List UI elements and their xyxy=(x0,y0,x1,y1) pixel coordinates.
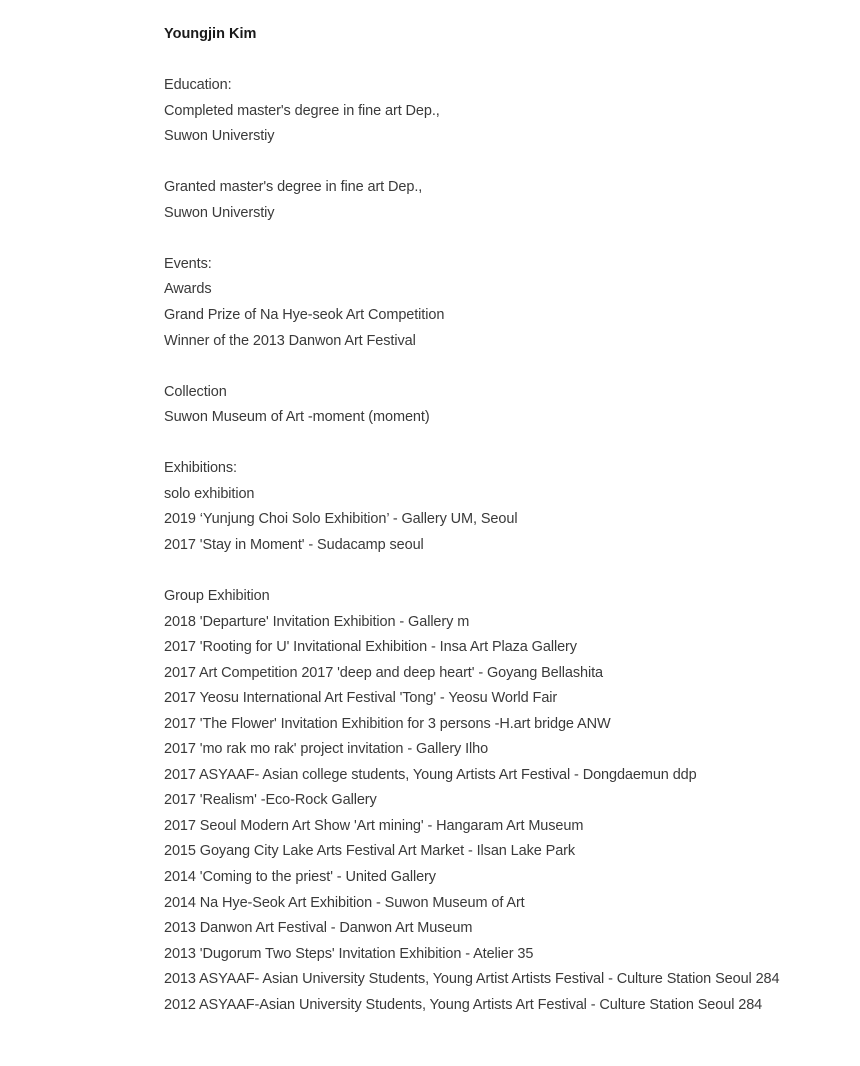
education-section xyxy=(164,73,844,226)
spacer xyxy=(164,226,844,252)
group-exhibition-heading: Group Exhibition xyxy=(164,587,270,604)
group-exhibition-item: 2015 Goyang City Lake Arts Festival Art Market - Ilsan Lake Park xyxy=(164,843,576,860)
solo-exhibition-item: 2019 ‘Yunjung Choi Solo Exhibition’ - Gallery UM, Seoul xyxy=(164,511,518,528)
spacer xyxy=(164,150,844,176)
group-exhibition-item: 2017 'Rooting for U' Invitational Exhibition - Insa Art Plaza Gallery xyxy=(164,639,577,656)
spacer xyxy=(164,48,844,74)
group-exhibition-item: 2017 ASYAAF- Asian college students, Young Artists Art Festival - Dongdaemun ddp xyxy=(164,766,697,783)
group-exhibition-item: 2014 Na Hye-Seok Art Exhibition - Suwon Museum of Art xyxy=(164,894,525,911)
group-exhibition-item: 2018 'Departure' Invitation Exhibition - Gallery m xyxy=(164,613,470,630)
education-school: Suwon Universtiy xyxy=(164,128,275,145)
collection-section xyxy=(164,380,844,431)
section-heading-exhibitions: Exhibitions: xyxy=(164,460,237,477)
group-exhibition-item: 2017 Yeosu International Art Festival 'Tong' - Yeosu World Fair xyxy=(164,690,558,707)
education-degree: Granted master's degree in fine art Dep., xyxy=(164,179,423,196)
group-exhibition-item: 2014 'Coming to the priest' - United Gallery xyxy=(164,869,436,885)
awards-heading: Awards xyxy=(164,281,212,298)
group-exhibition-item: 2017 'The Flower' Invitation Exhibition for 3 persons -H.art bridge ANW xyxy=(164,715,611,732)
education-school: Suwon Universtiy xyxy=(164,204,275,221)
award-item: Grand Prize of Na Hye-seok Art Competition xyxy=(164,306,445,323)
group-exhibition-item: 2017 Seoul Modern Art Show 'Art mining' - Hangaram Art Museum xyxy=(164,817,584,834)
solo-exhibition-heading: solo exhibition xyxy=(164,485,255,502)
spacer xyxy=(164,354,844,380)
exhibitions-section xyxy=(164,456,844,1018)
group-exhibition-item: 2012 ASYAAF-Asian University Students, Young Artists Art Festival - Culture Station Seoul 284 xyxy=(164,996,763,1013)
group-exhibition-item: 2013 'Dugorum Two Steps' Invitation Exhibition - Atelier 35 xyxy=(164,945,534,962)
section-heading-collection: Collection xyxy=(164,383,227,400)
group-exhibition-item: 2013 ASYAAF- Asian University Students, Young Artist Artists Festival - Culture Station Seoul 284 xyxy=(164,971,780,988)
artist-name: Youngjin Kim xyxy=(164,26,257,42)
group-exhibition-item: 2017 'Realism' -Eco-Rock Gallery xyxy=(164,792,377,809)
section-heading-events: Events: xyxy=(164,255,212,272)
education-degree: Completed master's degree in fine art Dep., xyxy=(164,102,440,119)
collection-item: Suwon Museum of Art -moment (moment) xyxy=(164,409,430,426)
section-heading-education: Education: xyxy=(164,77,232,94)
artist-cv xyxy=(164,22,844,1018)
award-item: Winner of the 2013 Danwon Art Festival xyxy=(164,332,416,349)
solo-exhibition-item: 2017 'Stay in Moment' - Sudacamp seoul xyxy=(164,536,424,553)
spacer xyxy=(164,431,844,457)
group-exhibition-item: 2013 Danwon Art Festival - Danwon Art Museum xyxy=(164,920,473,937)
spacer xyxy=(164,558,844,584)
events-section xyxy=(164,252,844,354)
group-exhibition-item: 2017 'mo rak mo rak' project invitation - Gallery Ilho xyxy=(164,741,489,758)
group-exhibition-item: 2017 Art Competition 2017 'deep and deep heart' - Goyang Bellashita xyxy=(164,664,603,681)
